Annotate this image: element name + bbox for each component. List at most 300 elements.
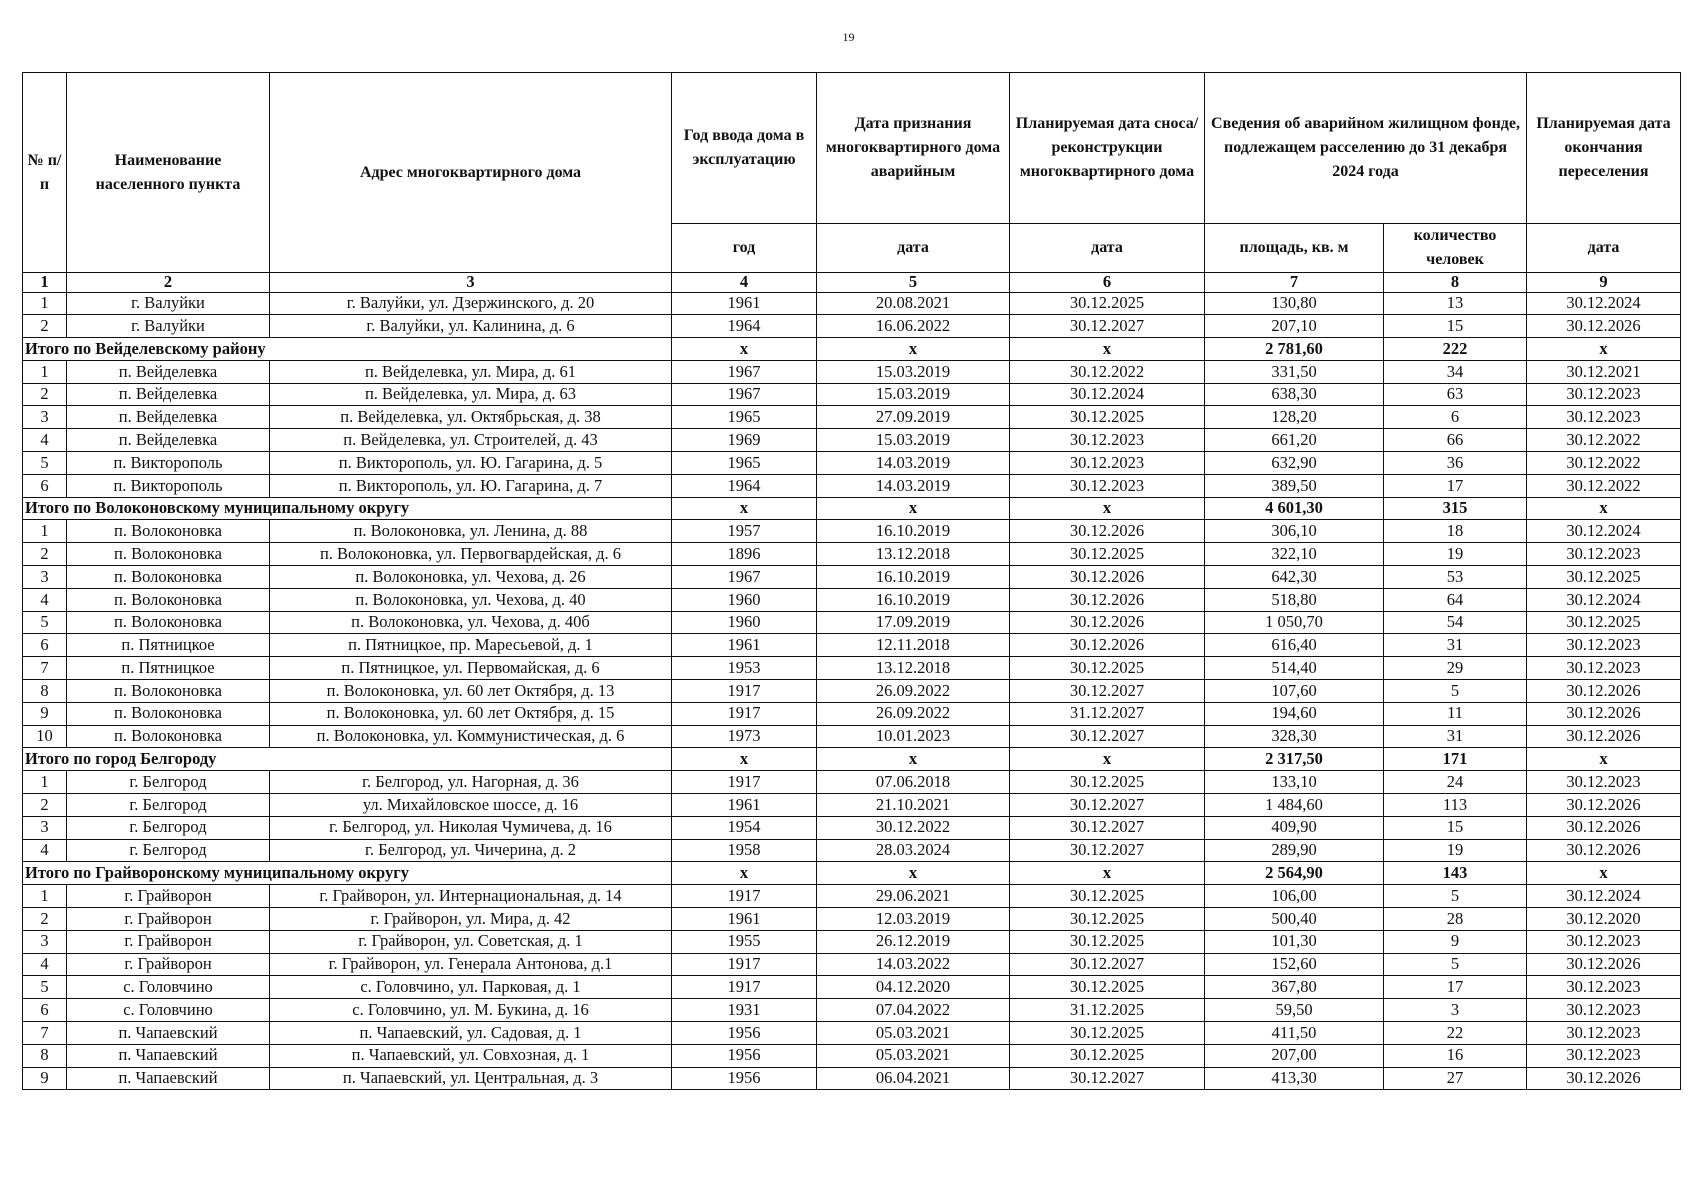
end-date-cell: 30.12.2023 bbox=[1527, 999, 1681, 1022]
table-row bbox=[23, 315, 1681, 338]
year-cell: 1917 bbox=[672, 953, 817, 976]
year-cell: 1956 bbox=[672, 1022, 817, 1045]
demolition-date-cell: 30.12.2026 bbox=[1010, 611, 1205, 634]
year-cell: 1917 bbox=[672, 702, 817, 725]
locality-cell: г. Белгород bbox=[67, 771, 270, 794]
demolition-date-cell: 30.12.2026 bbox=[1010, 520, 1205, 543]
demolition-date-cell: 30.12.2027 bbox=[1010, 794, 1205, 817]
row-number: 7 bbox=[23, 1022, 67, 1045]
demolition-date-cell: 31.12.2025 bbox=[1010, 999, 1205, 1022]
locality-cell: п. Вейделевка bbox=[67, 360, 270, 383]
year-cell: 1961 bbox=[672, 292, 817, 315]
row-number: 10 bbox=[23, 725, 67, 748]
subheader-area: площадь, кв. м bbox=[1205, 224, 1384, 273]
row-number: 3 bbox=[23, 930, 67, 953]
row-number: 3 bbox=[23, 406, 67, 429]
table-row bbox=[23, 520, 1681, 543]
demolition-date-cell: 30.12.2027 bbox=[1010, 1067, 1205, 1090]
demolition-date-cell: 30.12.2025 bbox=[1010, 657, 1205, 680]
recognition-date-cell: 14.03.2022 bbox=[817, 953, 1010, 976]
demolition-date-cell: 30.12.2024 bbox=[1010, 383, 1205, 406]
address-cell: п. Вейделевка, ул. Строителей, д. 43 bbox=[270, 429, 672, 452]
recognition-date-cell: 15.03.2019 bbox=[817, 429, 1010, 452]
row-number: 1 bbox=[23, 520, 67, 543]
emergency-housing-table bbox=[22, 72, 1681, 1090]
recognition-date-cell: x bbox=[817, 497, 1010, 520]
end-date-cell: 30.12.2023 bbox=[1527, 1044, 1681, 1067]
table-row bbox=[23, 406, 1681, 429]
end-date-cell: 30.12.2022 bbox=[1527, 429, 1681, 452]
row-number: 3 bbox=[23, 816, 67, 839]
people-cell: 28 bbox=[1384, 908, 1527, 931]
end-date-cell: 30.12.2025 bbox=[1527, 566, 1681, 589]
people-cell: 22 bbox=[1384, 1022, 1527, 1045]
address-cell: п. Вейделевка, ул. Мира, д. 63 bbox=[270, 383, 672, 406]
people-cell: 54 bbox=[1384, 611, 1527, 634]
table-row bbox=[23, 908, 1681, 931]
subtotal-row bbox=[23, 748, 1681, 771]
column-number: 5 bbox=[817, 273, 1010, 293]
end-date-cell: 30.12.2022 bbox=[1527, 452, 1681, 475]
subheader-date: дата bbox=[1527, 224, 1681, 273]
end-date-cell: 30.12.2023 bbox=[1527, 976, 1681, 999]
end-date-cell: 30.12.2022 bbox=[1527, 474, 1681, 497]
area-cell: 632,90 bbox=[1205, 452, 1384, 475]
recognition-date-cell: 21.10.2021 bbox=[817, 794, 1010, 817]
locality-cell: п. Волоконовка bbox=[67, 520, 270, 543]
row-number: 2 bbox=[23, 543, 67, 566]
people-cell: 171 bbox=[1384, 748, 1527, 771]
row-number: 9 bbox=[23, 702, 67, 725]
table-row bbox=[23, 383, 1681, 406]
people-cell: 66 bbox=[1384, 429, 1527, 452]
recognition-date-cell: 06.04.2021 bbox=[817, 1067, 1010, 1090]
people-cell: 222 bbox=[1384, 338, 1527, 361]
locality-cell: п. Вейделевка bbox=[67, 406, 270, 429]
people-cell: 143 bbox=[1384, 862, 1527, 885]
recognition-date-cell: 26.12.2019 bbox=[817, 930, 1010, 953]
locality-cell: г. Грайворон bbox=[67, 930, 270, 953]
year-cell: 1964 bbox=[672, 474, 817, 497]
locality-cell: п. Пятницкое bbox=[67, 634, 270, 657]
address-cell: п. Чапаевский, ул. Центральная, д. 3 bbox=[270, 1067, 672, 1090]
row-number: 1 bbox=[23, 292, 67, 315]
row-number: 5 bbox=[23, 611, 67, 634]
area-cell: 128,20 bbox=[1205, 406, 1384, 429]
address-cell: п. Вейделевка, ул. Октябрьская, д. 38 bbox=[270, 406, 672, 429]
table-row bbox=[23, 292, 1681, 315]
year-cell: 1931 bbox=[672, 999, 817, 1022]
demolition-date-cell: 30.12.2025 bbox=[1010, 406, 1205, 429]
recognition-date-cell: x bbox=[817, 748, 1010, 771]
address-cell: ул. Михайловское шоссе, д. 16 bbox=[270, 794, 672, 817]
column-number: 2 bbox=[67, 273, 270, 293]
address-cell: г. Белгород, ул. Николая Чумичева, д. 16 bbox=[270, 816, 672, 839]
area-cell: 389,50 bbox=[1205, 474, 1384, 497]
end-date-cell: 30.12.2023 bbox=[1527, 657, 1681, 680]
row-number: 6 bbox=[23, 999, 67, 1022]
address-cell: п. Волоконовка, ул. Чехова, д. 40 bbox=[270, 588, 672, 611]
area-cell: 642,30 bbox=[1205, 566, 1384, 589]
end-date-cell: 30.12.2020 bbox=[1527, 908, 1681, 931]
table-row bbox=[23, 566, 1681, 589]
locality-cell: п. Чапаевский bbox=[67, 1044, 270, 1067]
subtotal-label: Итого по Вейделевскому району bbox=[23, 338, 672, 361]
people-cell: 53 bbox=[1384, 566, 1527, 589]
year-cell: 1961 bbox=[672, 794, 817, 817]
people-cell: 6 bbox=[1384, 406, 1527, 429]
address-cell: п. Волоконовка, ул. Чехова, д. 26 bbox=[270, 566, 672, 589]
area-cell: 194,60 bbox=[1205, 702, 1384, 725]
locality-cell: г. Грайворон bbox=[67, 885, 270, 908]
recognition-date-cell: 15.03.2019 bbox=[817, 360, 1010, 383]
area-cell: 322,10 bbox=[1205, 543, 1384, 566]
people-cell: 5 bbox=[1384, 953, 1527, 976]
year-cell: 1917 bbox=[672, 680, 817, 703]
area-cell: 59,50 bbox=[1205, 999, 1384, 1022]
people-cell: 31 bbox=[1384, 634, 1527, 657]
area-cell: 101,30 bbox=[1205, 930, 1384, 953]
end-date-cell: 30.12.2026 bbox=[1527, 953, 1681, 976]
table-row bbox=[23, 976, 1681, 999]
end-date-cell: 30.12.2026 bbox=[1527, 725, 1681, 748]
end-date-cell: 30.12.2026 bbox=[1527, 794, 1681, 817]
recognition-date-cell: 26.09.2022 bbox=[817, 702, 1010, 725]
end-date-cell: 30.12.2026 bbox=[1527, 839, 1681, 862]
column-number: 8 bbox=[1384, 273, 1527, 293]
recognition-date-cell: 13.12.2018 bbox=[817, 543, 1010, 566]
end-date-cell: 30.12.2026 bbox=[1527, 315, 1681, 338]
recognition-date-cell: 26.09.2022 bbox=[817, 680, 1010, 703]
locality-cell: п. Вейделевка bbox=[67, 383, 270, 406]
area-cell: 106,00 bbox=[1205, 885, 1384, 908]
subtotal-label: Итого по Волоконовскому муниципальному округу bbox=[23, 497, 672, 520]
address-cell: п. Волоконовка, ул. 60 лет Октября, д. 13 bbox=[270, 680, 672, 703]
table-row bbox=[23, 771, 1681, 794]
locality-cell: п. Викторополь bbox=[67, 452, 270, 475]
people-cell: 63 bbox=[1384, 383, 1527, 406]
year-cell: 1917 bbox=[672, 771, 817, 794]
year-cell: 1973 bbox=[672, 725, 817, 748]
row-number: 1 bbox=[23, 360, 67, 383]
subheader-year: год bbox=[672, 224, 817, 273]
year-cell: 1967 bbox=[672, 360, 817, 383]
address-cell: г. Грайворон, ул. Интернациональная, д. 14 bbox=[270, 885, 672, 908]
demolition-date-cell: x bbox=[1010, 748, 1205, 771]
recognition-date-cell: 05.03.2021 bbox=[817, 1044, 1010, 1067]
address-cell: с. Головчино, ул. Парковая, д. 1 bbox=[270, 976, 672, 999]
locality-cell: п. Волоконовка bbox=[67, 543, 270, 566]
year-cell: 1960 bbox=[672, 611, 817, 634]
area-cell: 331,50 bbox=[1205, 360, 1384, 383]
area-cell: 638,30 bbox=[1205, 383, 1384, 406]
recognition-date-cell: 14.03.2019 bbox=[817, 474, 1010, 497]
row-number: 8 bbox=[23, 680, 67, 703]
year-cell: 1954 bbox=[672, 816, 817, 839]
recognition-date-cell: 12.11.2018 bbox=[817, 634, 1010, 657]
area-cell: 4 601,30 bbox=[1205, 497, 1384, 520]
col-header-end-date: Планируемая дата окончания переселения bbox=[1527, 73, 1681, 224]
row-number: 4 bbox=[23, 588, 67, 611]
recognition-date-cell: x bbox=[817, 862, 1010, 885]
locality-cell: п. Волоконовка bbox=[67, 680, 270, 703]
year-cell: 1964 bbox=[672, 315, 817, 338]
table-row bbox=[23, 1022, 1681, 1045]
recognition-date-cell: 10.01.2023 bbox=[817, 725, 1010, 748]
year-cell: 1957 bbox=[672, 520, 817, 543]
people-cell: 9 bbox=[1384, 930, 1527, 953]
people-cell: 15 bbox=[1384, 315, 1527, 338]
area-cell: 661,20 bbox=[1205, 429, 1384, 452]
locality-cell: г. Грайворон bbox=[67, 953, 270, 976]
year-cell: 1965 bbox=[672, 452, 817, 475]
demolition-date-cell: 30.12.2023 bbox=[1010, 429, 1205, 452]
people-cell: 5 bbox=[1384, 885, 1527, 908]
recognition-date-cell: 28.03.2024 bbox=[817, 839, 1010, 862]
subtotal-label: Итого по город Белгороду bbox=[23, 748, 672, 771]
subheader-people: количество человек bbox=[1384, 224, 1527, 273]
area-cell: 306,10 bbox=[1205, 520, 1384, 543]
address-cell: г. Грайворон, ул. Советская, д. 1 bbox=[270, 930, 672, 953]
area-cell: 328,30 bbox=[1205, 725, 1384, 748]
people-cell: 17 bbox=[1384, 976, 1527, 999]
end-date-cell: x bbox=[1527, 748, 1681, 771]
row-number: 6 bbox=[23, 634, 67, 657]
recognition-date-cell: 16.10.2019 bbox=[817, 520, 1010, 543]
row-number: 4 bbox=[23, 839, 67, 862]
subtotal-label: Итого по Грайворонскому муниципальному округу bbox=[23, 862, 672, 885]
row-number: 7 bbox=[23, 657, 67, 680]
area-cell: 152,60 bbox=[1205, 953, 1384, 976]
address-cell: п. Викторополь, ул. Ю. Гагарина, д. 5 bbox=[270, 452, 672, 475]
subheader-date: дата bbox=[1010, 224, 1205, 273]
demolition-date-cell: 30.12.2025 bbox=[1010, 543, 1205, 566]
row-number: 4 bbox=[23, 429, 67, 452]
year-cell: x bbox=[672, 497, 817, 520]
demolition-date-cell: 30.12.2025 bbox=[1010, 292, 1205, 315]
row-number: 1 bbox=[23, 771, 67, 794]
subtotal-row bbox=[23, 497, 1681, 520]
col-header-recognition-date: Дата признания многоквартирного дома аварийным bbox=[817, 73, 1010, 224]
table-body bbox=[23, 292, 1681, 1090]
locality-cell: п. Пятницкое bbox=[67, 657, 270, 680]
demolition-date-cell: 30.12.2025 bbox=[1010, 771, 1205, 794]
address-cell: п. Пятницкое, пр. Маресьевой, д. 1 bbox=[270, 634, 672, 657]
area-cell: 2 564,90 bbox=[1205, 862, 1384, 885]
recognition-date-cell: 14.03.2019 bbox=[817, 452, 1010, 475]
year-cell: 1953 bbox=[672, 657, 817, 680]
recognition-date-cell: 20.08.2021 bbox=[817, 292, 1010, 315]
area-cell: 133,10 bbox=[1205, 771, 1384, 794]
area-cell: 107,60 bbox=[1205, 680, 1384, 703]
locality-cell: г. Белгород bbox=[67, 839, 270, 862]
subtotal-row bbox=[23, 338, 1681, 361]
people-cell: 16 bbox=[1384, 1044, 1527, 1067]
col-header-demolition-date: Планируемая дата сноса/ реконструкции многоквартирного дома bbox=[1010, 73, 1205, 224]
end-date-cell: x bbox=[1527, 338, 1681, 361]
end-date-cell: 30.12.2023 bbox=[1527, 634, 1681, 657]
locality-cell: п. Вейделевка bbox=[67, 429, 270, 452]
row-number: 2 bbox=[23, 383, 67, 406]
column-numbers-row bbox=[23, 273, 1681, 293]
recognition-date-cell: 27.09.2019 bbox=[817, 406, 1010, 429]
col-header-number: № п/п bbox=[23, 73, 67, 273]
table-row bbox=[23, 816, 1681, 839]
demolition-date-cell: 30.12.2022 bbox=[1010, 360, 1205, 383]
end-date-cell: 30.12.2026 bbox=[1527, 1067, 1681, 1090]
demolition-date-cell: x bbox=[1010, 338, 1205, 361]
locality-cell: п. Чапаевский bbox=[67, 1022, 270, 1045]
column-number: 4 bbox=[672, 273, 817, 293]
row-number: 1 bbox=[23, 885, 67, 908]
address-cell: п. Чапаевский, ул. Садовая, д. 1 bbox=[270, 1022, 672, 1045]
table-row bbox=[23, 930, 1681, 953]
locality-cell: п. Волоконовка bbox=[67, 702, 270, 725]
table-row bbox=[23, 1067, 1681, 1090]
demolition-date-cell: 30.12.2025 bbox=[1010, 976, 1205, 999]
people-cell: 34 bbox=[1384, 360, 1527, 383]
people-cell: 31 bbox=[1384, 725, 1527, 748]
year-cell: 1956 bbox=[672, 1044, 817, 1067]
demolition-date-cell: 30.12.2023 bbox=[1010, 452, 1205, 475]
table-row bbox=[23, 657, 1681, 680]
row-number: 8 bbox=[23, 1044, 67, 1067]
row-number: 3 bbox=[23, 566, 67, 589]
end-date-cell: 30.12.2026 bbox=[1527, 816, 1681, 839]
recognition-date-cell: x bbox=[817, 338, 1010, 361]
col-header-address: Адрес многоквартирного дома bbox=[270, 73, 672, 273]
recognition-date-cell: 29.06.2021 bbox=[817, 885, 1010, 908]
people-cell: 24 bbox=[1384, 771, 1527, 794]
demolition-date-cell: 30.12.2026 bbox=[1010, 588, 1205, 611]
area-cell: 367,80 bbox=[1205, 976, 1384, 999]
locality-cell: п. Чапаевский bbox=[67, 1067, 270, 1090]
recognition-date-cell: 05.03.2021 bbox=[817, 1022, 1010, 1045]
people-cell: 64 bbox=[1384, 588, 1527, 611]
demolition-date-cell: 30.12.2025 bbox=[1010, 1022, 1205, 1045]
column-number: 6 bbox=[1010, 273, 1205, 293]
year-cell: 1955 bbox=[672, 930, 817, 953]
year-cell: 1967 bbox=[672, 566, 817, 589]
year-cell: 1896 bbox=[672, 543, 817, 566]
column-number: 3 bbox=[270, 273, 672, 293]
table-row bbox=[23, 839, 1681, 862]
column-number: 9 bbox=[1527, 273, 1681, 293]
end-date-cell: 30.12.2025 bbox=[1527, 611, 1681, 634]
table-row bbox=[23, 999, 1681, 1022]
end-date-cell: x bbox=[1527, 862, 1681, 885]
locality-cell: г. Грайворон bbox=[67, 908, 270, 931]
area-cell: 130,80 bbox=[1205, 292, 1384, 315]
address-cell: г. Белгород, ул. Нагорная, д. 36 bbox=[270, 771, 672, 794]
subtotal-row bbox=[23, 862, 1681, 885]
address-cell: с. Головчино, ул. М. Букина, д. 16 bbox=[270, 999, 672, 1022]
recognition-date-cell: 16.06.2022 bbox=[817, 315, 1010, 338]
locality-cell: с. Головчино bbox=[67, 976, 270, 999]
row-number: 2 bbox=[23, 908, 67, 931]
people-cell: 17 bbox=[1384, 474, 1527, 497]
people-cell: 19 bbox=[1384, 839, 1527, 862]
area-cell: 207,10 bbox=[1205, 315, 1384, 338]
row-number: 6 bbox=[23, 474, 67, 497]
end-date-cell: 30.12.2023 bbox=[1527, 543, 1681, 566]
people-cell: 113 bbox=[1384, 794, 1527, 817]
locality-cell: г. Белгород bbox=[67, 794, 270, 817]
locality-cell: г. Белгород bbox=[67, 816, 270, 839]
row-number: 5 bbox=[23, 976, 67, 999]
table-row bbox=[23, 360, 1681, 383]
end-date-cell: 30.12.2023 bbox=[1527, 406, 1681, 429]
table-row bbox=[23, 611, 1681, 634]
area-cell: 514,40 bbox=[1205, 657, 1384, 680]
table-row bbox=[23, 588, 1681, 611]
recognition-date-cell: 15.03.2019 bbox=[817, 383, 1010, 406]
year-cell: 1917 bbox=[672, 885, 817, 908]
address-cell: п. Чапаевский, ул. Совхозная, д. 1 bbox=[270, 1044, 672, 1067]
demolition-date-cell: 31.12.2027 bbox=[1010, 702, 1205, 725]
people-cell: 27 bbox=[1384, 1067, 1527, 1090]
people-cell: 15 bbox=[1384, 816, 1527, 839]
people-cell: 11 bbox=[1384, 702, 1527, 725]
demolition-date-cell: 30.12.2025 bbox=[1010, 908, 1205, 931]
address-cell: п. Волоконовка, ул. 60 лет Октября, д. 15 bbox=[270, 702, 672, 725]
locality-cell: п. Волоконовка bbox=[67, 611, 270, 634]
locality-cell: п. Волоконовка bbox=[67, 566, 270, 589]
year-cell: x bbox=[672, 862, 817, 885]
end-date-cell: 30.12.2023 bbox=[1527, 771, 1681, 794]
people-cell: 5 bbox=[1384, 680, 1527, 703]
people-cell: 36 bbox=[1384, 452, 1527, 475]
row-number: 5 bbox=[23, 452, 67, 475]
year-cell: 1967 bbox=[672, 383, 817, 406]
end-date-cell: 30.12.2021 bbox=[1527, 360, 1681, 383]
address-cell: п. Викторополь, ул. Ю. Гагарина, д. 7 bbox=[270, 474, 672, 497]
area-cell: 411,50 bbox=[1205, 1022, 1384, 1045]
column-number: 1 bbox=[23, 273, 67, 293]
recognition-date-cell: 30.12.2022 bbox=[817, 816, 1010, 839]
table-row bbox=[23, 885, 1681, 908]
address-cell: г. Валуйки, ул. Калинина, д. 6 bbox=[270, 315, 672, 338]
end-date-cell: 30.12.2023 bbox=[1527, 383, 1681, 406]
recognition-date-cell: 07.06.2018 bbox=[817, 771, 1010, 794]
year-cell: x bbox=[672, 748, 817, 771]
page-number: 19 bbox=[842, 30, 855, 44]
end-date-cell: 30.12.2024 bbox=[1527, 885, 1681, 908]
recognition-date-cell: 16.10.2019 bbox=[817, 588, 1010, 611]
recognition-date-cell: 13.12.2018 bbox=[817, 657, 1010, 680]
locality-cell: г. Валуйки bbox=[67, 315, 270, 338]
end-date-cell: 30.12.2024 bbox=[1527, 520, 1681, 543]
locality-cell: п. Волоконовка bbox=[67, 588, 270, 611]
demolition-date-cell: 30.12.2027 bbox=[1010, 680, 1205, 703]
people-cell: 315 bbox=[1384, 497, 1527, 520]
year-cell: 1965 bbox=[672, 406, 817, 429]
year-cell: 1958 bbox=[672, 839, 817, 862]
table-row bbox=[23, 452, 1681, 475]
area-cell: 518,80 bbox=[1205, 588, 1384, 611]
end-date-cell: 30.12.2024 bbox=[1527, 588, 1681, 611]
area-cell: 2 781,60 bbox=[1205, 338, 1384, 361]
area-cell: 289,90 bbox=[1205, 839, 1384, 862]
people-cell: 18 bbox=[1384, 520, 1527, 543]
demolition-date-cell: 30.12.2023 bbox=[1010, 474, 1205, 497]
end-date-cell: 30.12.2023 bbox=[1527, 1022, 1681, 1045]
area-cell: 409,90 bbox=[1205, 816, 1384, 839]
people-cell: 13 bbox=[1384, 292, 1527, 315]
demolition-date-cell: 30.12.2026 bbox=[1010, 566, 1205, 589]
address-cell: п. Волоконовка, ул. Первогвардейская, д. 6 bbox=[270, 543, 672, 566]
demolition-date-cell: 30.12.2027 bbox=[1010, 816, 1205, 839]
